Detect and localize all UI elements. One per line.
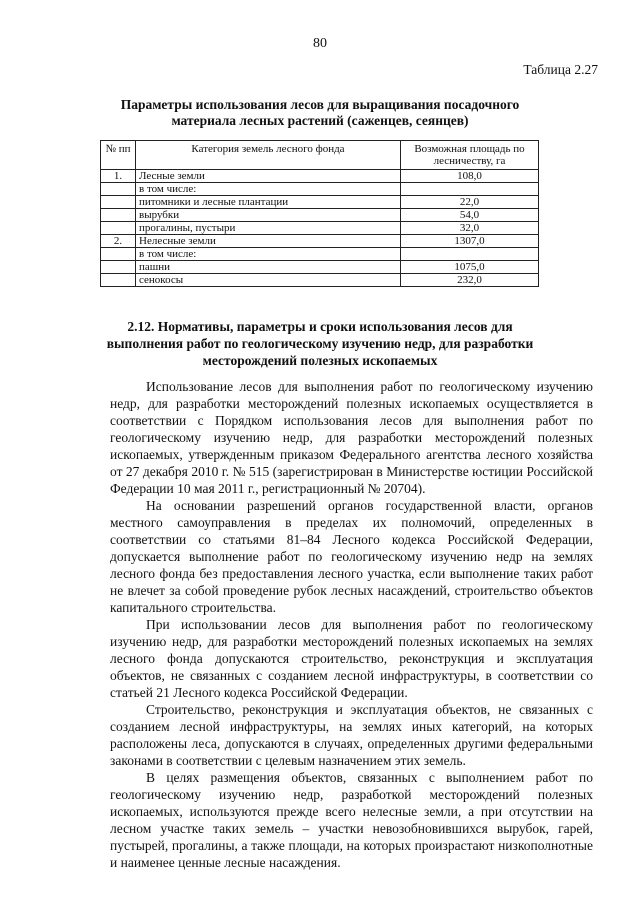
paragraph: При использовании лесов для выполнения работ по геологическому изучению недр, для разработки месторождений полезных ископаемых на землях лесного фонда допускаются строительство, реконструкция и эксплуатация объектов, не связанных с созданием лесной инфраструктуры, в соответствии со статьей 21 Лесного кодекса Российской Федерации. xyxy=(110,617,593,700)
row-num xyxy=(101,209,136,222)
row-num xyxy=(101,274,136,287)
row-num xyxy=(101,261,136,274)
row-category: вырубки xyxy=(136,209,401,222)
row-category: питомники и лесные плантации xyxy=(136,196,401,209)
row-category: Лесные земли xyxy=(136,170,401,183)
row-num xyxy=(101,196,136,209)
section-heading: 2.12. Нормативы, параметры и сроки использования лесов для выполнения работ по геологическому изучению недр, для разработки месторождений полезных ископаемых xyxy=(106,319,534,368)
row-area: 108,0 xyxy=(401,170,539,183)
row-area: 232,0 xyxy=(401,274,539,287)
table-row xyxy=(101,261,539,274)
table-row xyxy=(101,183,539,196)
row-num xyxy=(101,183,136,196)
row-num: 2. xyxy=(101,235,136,248)
row-area: 32,0 xyxy=(401,222,539,235)
header-num: № пп xyxy=(101,141,136,170)
row-area: 54,0 xyxy=(401,209,539,222)
table-label: Таблица 2.27 xyxy=(523,62,598,77)
table-row xyxy=(101,248,539,261)
row-category: сенокосы xyxy=(136,274,401,287)
row-category: в том числе: xyxy=(136,248,401,261)
row-category: пашни xyxy=(136,261,401,274)
table-row xyxy=(101,222,539,235)
paragraph: Использование лесов для выполнения работ по геологическому изучению недр, для разработки месторождений полезных ископаемых осуществляется в соответствии с Порядком использования лесов для выполнения работ по геологическому изучению недр, для разработки месторождений полезных ископаемых, утвержденным приказом Федерального агентства лесного хозяйства от 27 декабря 2010 г. № 515 (зарегистрирован в Министерстве юстиции Российской Федерации 10 мая 2011 г., регистрационный № 20704). xyxy=(110,379,593,496)
row-num: 1. xyxy=(101,170,136,183)
body-text xyxy=(110,378,593,871)
paragraph: На основании разрешений органов государственной власти, органов местного самоуправления в пределах их полномочий, определенных в соответствии со статьями 81–84 Лесного кодекса Российской Федерации, допускается выполнение работ по геологическому изучению недр на землях лесного фонда без предоставления лесного участка, если выполнение таких работ не влечет за собой проведение рубок лесных насаждений, строительство объектов капитального строительства. xyxy=(110,498,593,615)
table-row xyxy=(101,170,539,183)
row-category: в том числе: xyxy=(136,183,401,196)
row-area: 1307,0 xyxy=(401,235,539,248)
table-row xyxy=(101,196,539,209)
row-num xyxy=(101,222,136,235)
row-category: Нелесные земли xyxy=(136,235,401,248)
table-row xyxy=(101,274,539,287)
row-num xyxy=(101,248,136,261)
row-area xyxy=(401,248,539,261)
table-title: Параметры использования лесов для выращивания посадочного материала лесных растений (саженцев, сеянцев) xyxy=(120,97,520,128)
forest-use-table xyxy=(100,140,539,287)
paragraph: В целях размещения объектов, связанных с выполнением работ по геологическому изучению недр, разработкой месторождений полезных ископаемых, используются прежде всего нелесные земли, а при отсутствии на лесном участке таких земель – участки невозобновившихся вырубок, гарей, пустырей, прогалины, а также площади, на которых произрастают низкополнотные и наименее ценные лесные насаждения. xyxy=(110,770,593,870)
row-area xyxy=(401,183,539,196)
header-area: Возможная площадь по лесничеству, га xyxy=(401,141,539,170)
page-number: 80 xyxy=(313,36,327,51)
row-area: 22,0 xyxy=(401,196,539,209)
row-category: прогалины, пустыри xyxy=(136,222,401,235)
row-area: 1075,0 xyxy=(401,261,539,274)
table-row xyxy=(101,209,539,222)
table-row xyxy=(101,235,539,248)
paragraph: Строительство, реконструкция и эксплуатация объектов, не связанных с созданием лесной инфраструктуры, на землях иных категорий, на которых расположены леса, допускаются в случаях, определенных другими федеральными законами в соответствии с целевым назначением этих земель. xyxy=(110,702,593,768)
header-category: Категория земель лесного фонда xyxy=(136,141,401,170)
table-header-row xyxy=(101,141,539,170)
